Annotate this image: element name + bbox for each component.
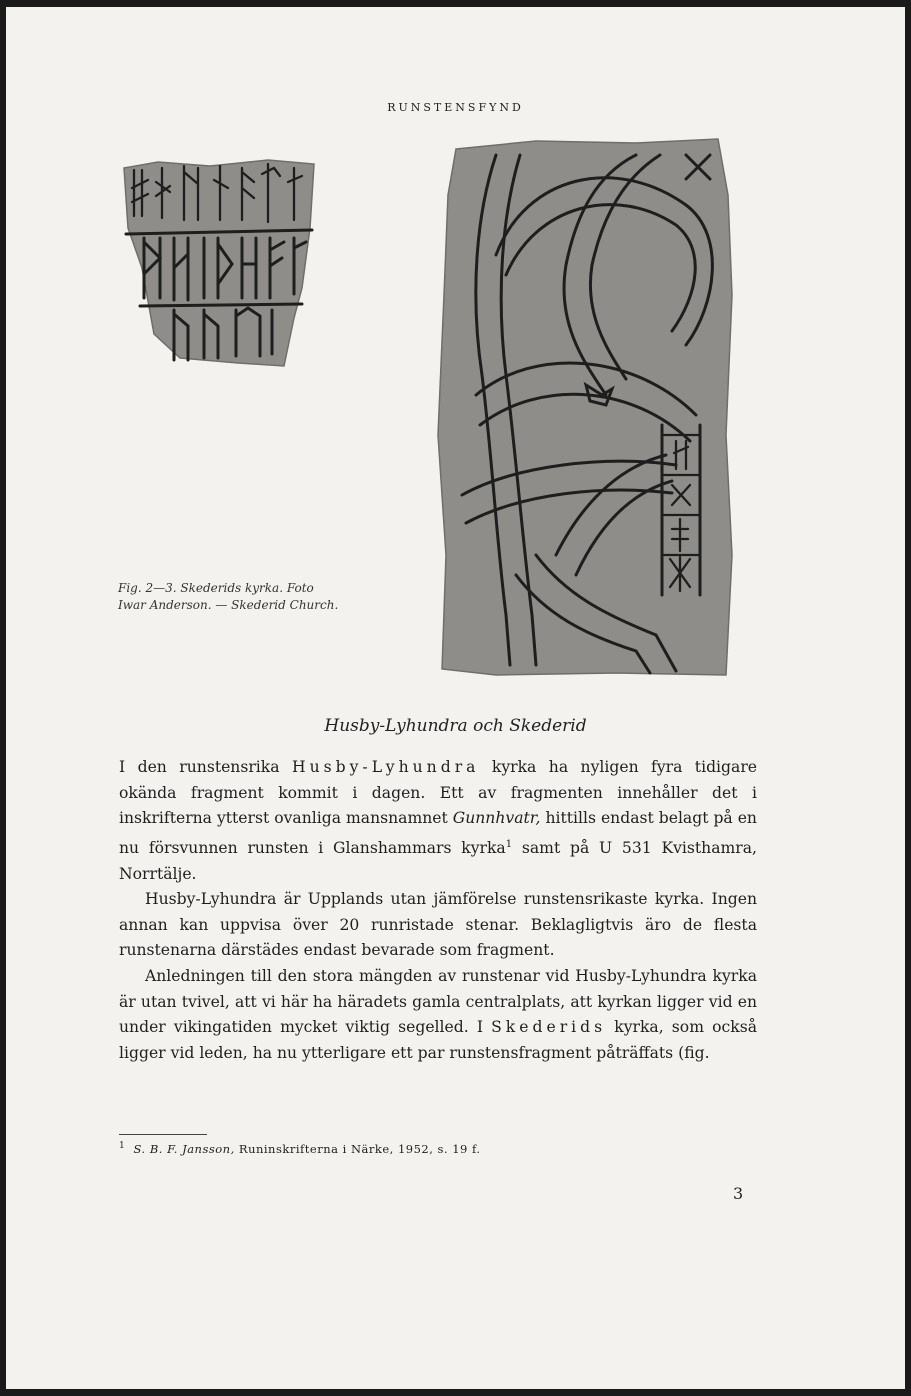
figure-left-stone bbox=[118, 158, 318, 370]
running-header: RUNSTENSFYND bbox=[387, 101, 524, 114]
caption-line-1: Fig. 2—3. Skederids kyrka. Foto bbox=[118, 581, 314, 595]
footnote-reference[interactable]: 1 bbox=[505, 838, 513, 850]
footnote-author: S. B. F. Jansson, bbox=[133, 1141, 235, 1156]
body-text bbox=[119, 755, 757, 1066]
footnote-text: Runinskrifterna i Närke, 1952, s. 19 f. bbox=[234, 1141, 481, 1156]
footnote-number: 1 bbox=[119, 1141, 126, 1151]
place-name-skederids: Skederids bbox=[491, 1018, 607, 1037]
figure-right-stone bbox=[436, 135, 736, 680]
footnote bbox=[119, 1141, 481, 1156]
personal-name-gunnhvatr: Gunnhvatr, bbox=[452, 809, 541, 828]
caption-line-2: Iwar Anderson. — Skederid Church. bbox=[118, 598, 339, 612]
section-title: Husby-Lyhundra och Skederid bbox=[324, 716, 587, 736]
paragraph-2: Husby-Lyhundra är Upplands utan jämförelse runstensrikaste kyrka. Ingen annan kan uppvisa över 20 runristade stenar. Beklagligtvis äro de flesta runstenarna därstädes endast bevarade som fragment. bbox=[119, 890, 757, 960]
figure-caption bbox=[118, 580, 338, 614]
footnote-divider bbox=[119, 1134, 207, 1135]
place-name-husby-lyhundra: Husby-Lyhundra bbox=[291, 758, 480, 776]
page-number: 3 bbox=[733, 1184, 744, 1203]
paragraph-1: I den runstensrika Husby-Lyhundra kyrka ha nyligen fyra tidigare okända fragment kommit i dagen. Ett av fragmenten innehåller det i inskrifterna ytterst ovanliga mansnamnet Gunnhvatr, hittills endast belagt på en nu försvunnen runsten i Glanshammars kyrka$^1$ samt på U 531 Kvisthamra, Norrtälje. bbox=[119, 758, 757, 883]
paragraph-3: Anledningen till den stora mängden av runstenar vid Husby-Lyhundra kyrka är utan tvivel, att vi här ha häradets gamla centralplats, att kyrkan ligger vid en under vikingatiden mycket viktig segelled. I Skederids kyrka, som också ligger vid leden, ha nu ytterligare ett par runstensfragment påträffats (fig. bbox=[119, 966, 757, 1062]
